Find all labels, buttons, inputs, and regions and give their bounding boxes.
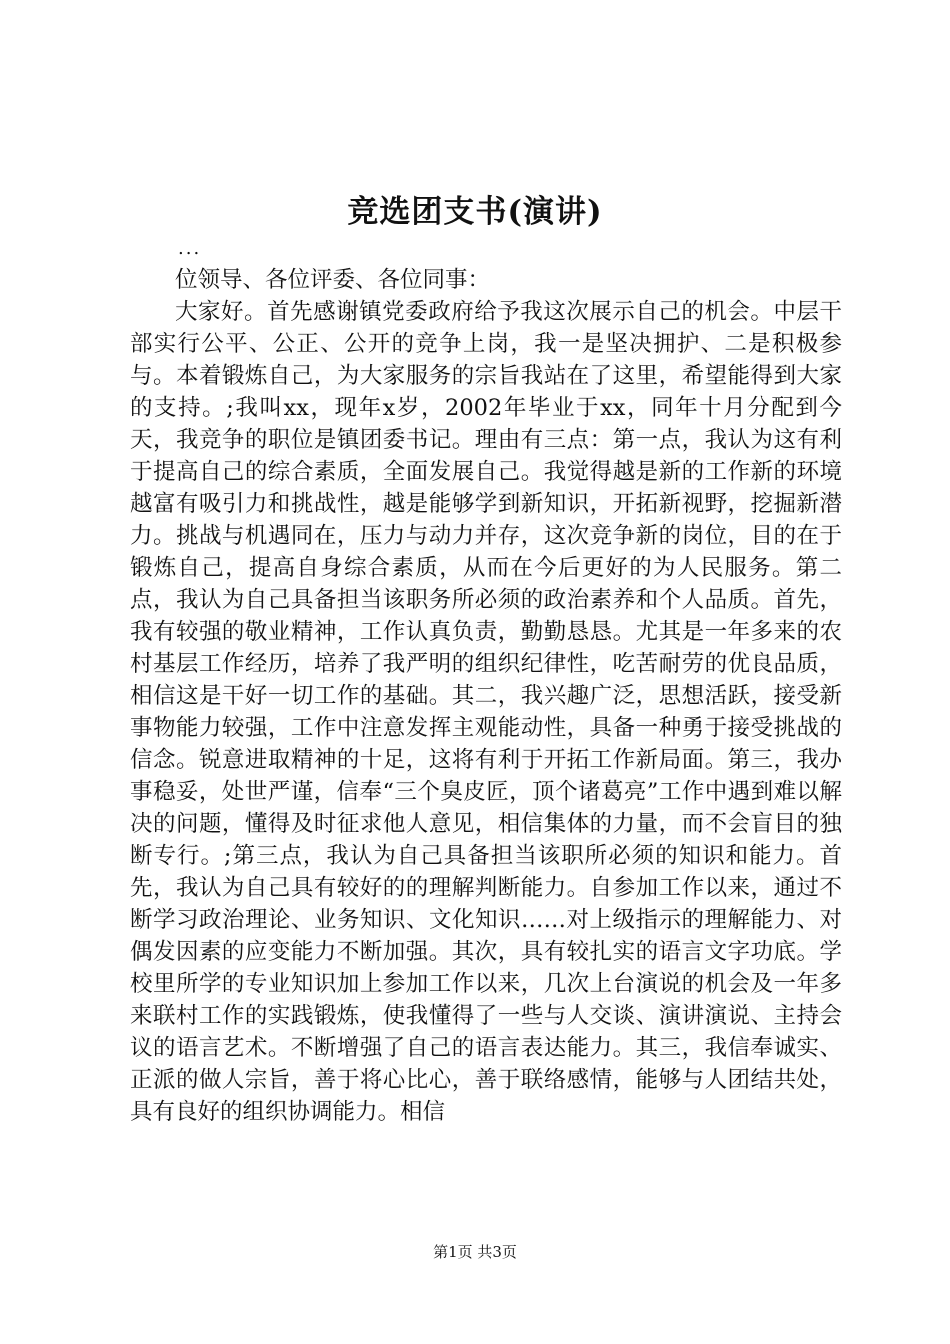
- ellipsis-mark: ...: [178, 238, 202, 259]
- page-number-footer: 第1页 共3页: [433, 1243, 517, 1261]
- salutation-paragraph: 位领导、各位评委、各位同事：: [175, 267, 491, 293]
- document-body: [130, 264, 842, 1128]
- speech-paragraph: 大家好。首先感谢镇党委政府给予我这次展示自己的机会。中层干部实行公平、公正、公开的竞争上岗，我一是坚决拥护、二是积极参与。本着锻炼自己，为大家服务的宗旨我站在了这里，希望能得到大家的支持。;我叫xx，现年x岁，2002年毕业于xx，同年十月分配到今天，我竞争的职位是镇团委书记。理由有三点：第一点，我认为这有利于提高自己的综合素质，全面发展自己。我觉得越是新的工作新的环境越富有吸引力和挑战性，越是能够学到新知识，开拓新视野，挖掘新潜力。挑战与机遇同在，压力与动力并存，这次竞争新的岗位，目的在于锻炼自己，提高自身综合素质，从而在今后更好的为人民服务。第二点，我认为自己具备担当该职务所必须的政治素养和个人品质。首先，我有较强的敬业精神，工作认真负责，勤勤恳恳。尤其是一年多来的农村基层工作经历，培养了我严明的组织纪律性，吃苦耐劳的优良品质，相信这是干好一切工作的基础。其二，我兴趣广泛，思想活跃，接受新事物能力较强，工作中注意发挥主观能动性，具备一种勇于接受挑战的信念。锐意进取精神的十足，这将有利于开拓工作新局面。第三，我办事稳妥，处世严谨，信奉“三个臭皮匠，顶个诸葛亮”工作中遇到难以解决的问题，懂得及时征求他人意见，相信集体的力量，而不会盲目的独断专行。;第三点，我认为自己具备担当该职所必须的知识和能力。首先，我认为自己具有较好的的理解判断能力。自参加工作以来，通过不断学习政治理论、业务知识、文化知识……对上级指示的理解能力、对偶发因素的应变能力不断加强。其次，具有较扎实的语言文字功底。学校里所学的专业知识加上参加工作以来，几次上台演说的机会及一年多来联村工作的实践锻炼，使我懂得了一些与人交谈、演讲演说、主持会议的语言艺术。不断增强了自己的语言表达能力。其三，我信奉诚实、正派的做人宗旨，善于将心比心，善于联络感情，能够与人团结共处，具有良好的组织协调能力。相信: [130, 299, 842, 1125]
- document-title: 竞选团支书(演讲): [347, 194, 603, 230]
